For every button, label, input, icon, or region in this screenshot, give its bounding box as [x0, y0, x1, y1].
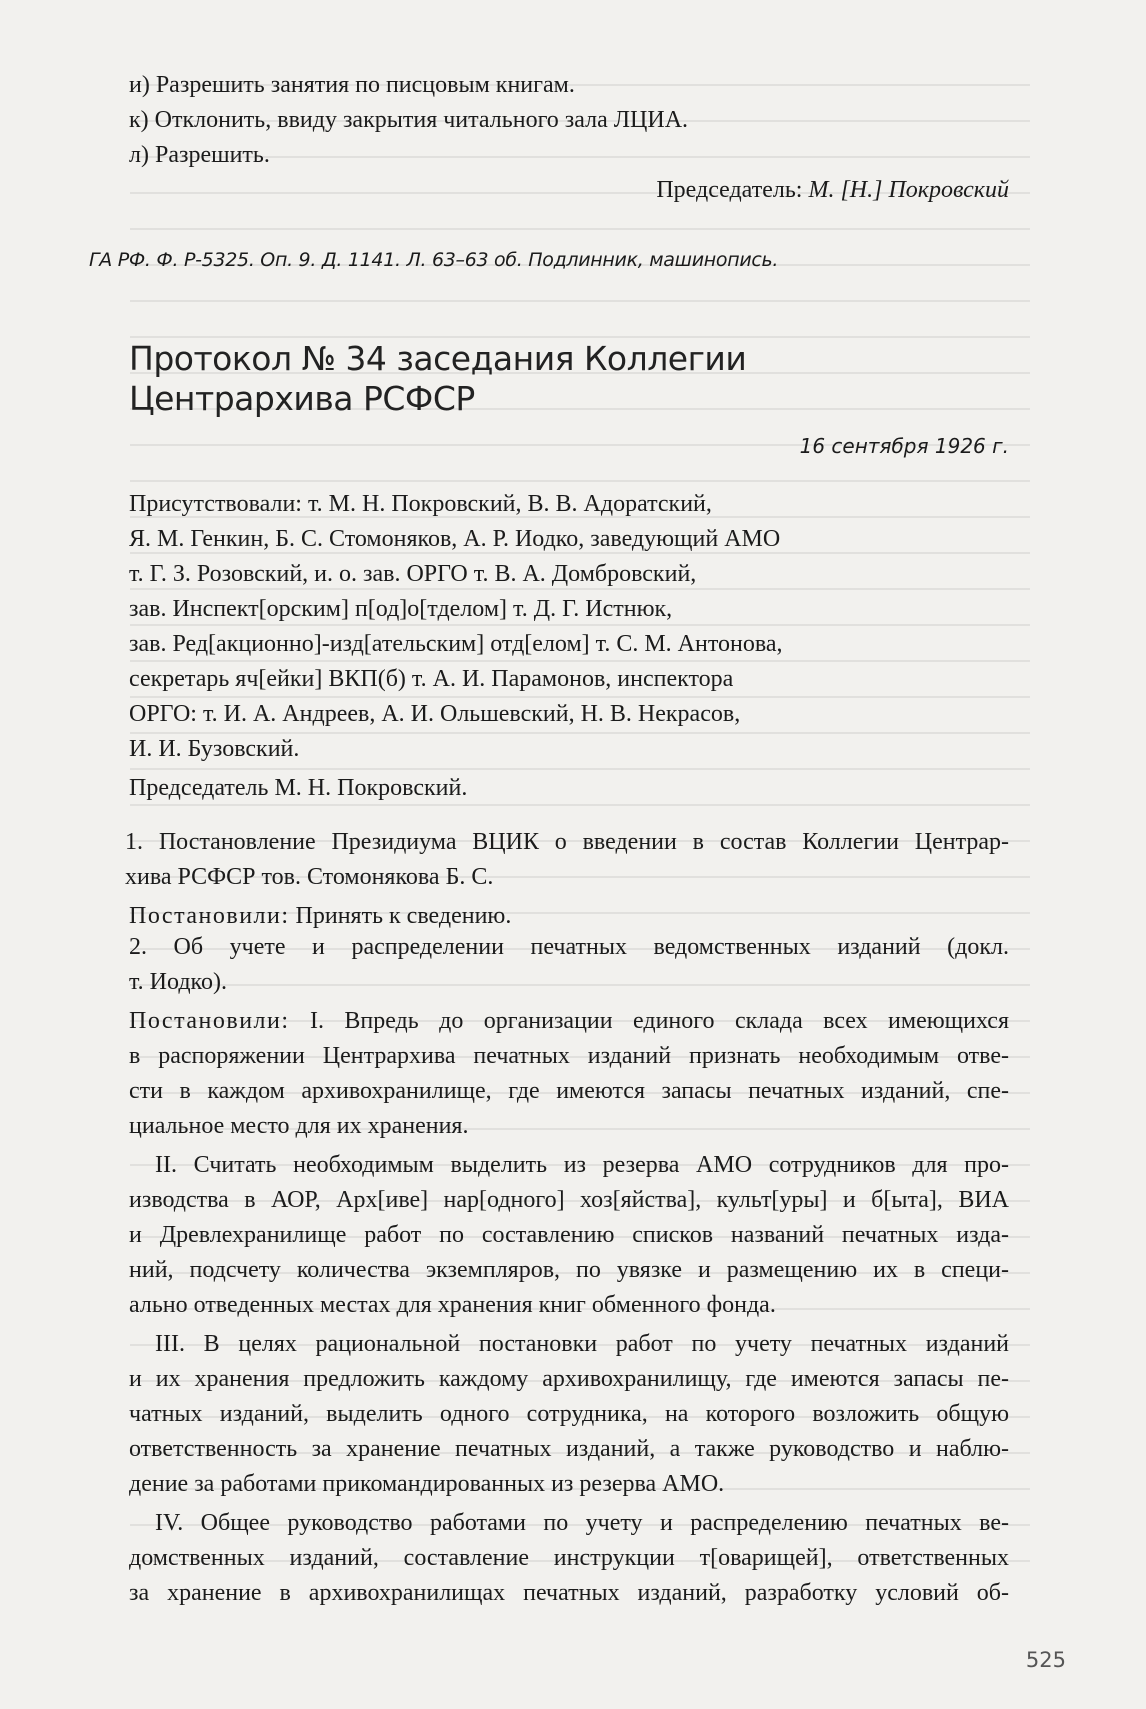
decided-text: I. Впредь до организации единого склада всех имеющихся	[289, 1008, 1009, 1034]
document-date: 16 сентября 1926 г.	[799, 434, 1009, 458]
page-number: 525	[1025, 1648, 1066, 1672]
item-2-line: т. Иодко).	[129, 969, 227, 995]
attendees-line: Я. М. Генкин, Б. С. Стомоняков, А. Р. Иодко, заведующий АМО	[129, 526, 781, 552]
item-1-line: 1. Постановление Президиума ВЦИК о введении в состав Коллегии Центрар-	[125, 829, 1009, 855]
item-1-decision	[125, 899, 1009, 934]
decided-label: Постановили:	[129, 1008, 290, 1034]
decided-text: Принять к сведению.	[289, 903, 512, 929]
item-1-line: хива РСФСР тов. Стомонякова Б. С.	[125, 864, 494, 890]
paragraph-line: и их хранения предложить каждому архивохранилищу, где имеются запасы пе-	[129, 1366, 1009, 1392]
text-column	[89, 0, 1009, 1709]
paragraph-line: и Древлехранилище работ по составлению списков названий печатных изда-	[129, 1222, 1009, 1248]
top-items	[129, 68, 1009, 173]
attendees	[129, 487, 1009, 806]
item-2-line: 2. Об учете и распределении печатных ведомственных изданий (докл.	[129, 934, 1009, 960]
top-item-k: к) Отклонить, ввиду закрытия читального зала ЛЦИА.	[129, 107, 689, 133]
attendees-line: ОРГО: т. И. А. Андреев, А. И. Ольшевский, Н. В. Некрасов,	[129, 701, 741, 727]
document-heading	[129, 339, 1009, 419]
paragraph-line: ально отведенных местах для хранения книг обменного фонда.	[129, 1292, 776, 1318]
item-2	[129, 930, 1009, 1611]
attendees-line: Присутствовали: т. М. Н. Покровский, В. В. Адоратский,	[129, 491, 712, 517]
attendees-line: зав. Инспект[орским] п[од]о[тделом] т. Д. Г. Истнюк,	[129, 596, 673, 622]
paragraph-line: за хранение в архивохранилищах печатных изданий, разработку условий об-	[129, 1580, 1009, 1606]
paragraph-line: в распоряжении Центрархива печатных изданий признать необходимым отве-	[129, 1043, 1009, 1069]
attendees-line: секретарь яч[ейки] ВКП(б) т. А. И. Парамонов, инспектора	[129, 666, 734, 692]
chairman-line: Председатель М. Н. Покровский.	[129, 775, 468, 801]
attendees-line: т. Г. З. Розовский, и. о. зав. ОРГО т. В. А. Домбровский,	[129, 561, 697, 587]
paragraph-line: изводства в АОР, Арх[иве] нар[одного] хоз[яйства], культ[уры] и б[ыта], ВИА	[129, 1187, 1009, 1213]
decided-label: Постановили:	[129, 903, 290, 929]
top-item-i: и) Разрешить занятия по писцовым книгам.	[129, 72, 575, 98]
attendees-line: И. И. Бузовский.	[129, 736, 300, 762]
paragraph-line: сти в каждом архивохранилище, где имеются запасы печатных изданий, спе-	[129, 1078, 1009, 1104]
paragraph-line: IV. Общее руководство работами по учету и распределению печатных ве-	[155, 1510, 1009, 1536]
attendees-line: зав. Ред[акционно]-изд[ательским] отд[елом] т. С. М. Антонова,	[129, 631, 783, 657]
paragraph-line: домственных изданий, составление инструкции т[оварищей], ответственных	[129, 1545, 1009, 1571]
paragraph-line: II. Считать необходимым выделить из резерва АМО сотрудников для про-	[155, 1152, 1009, 1178]
heading-line-1: Протокол № 34 заседания Коллегии	[129, 339, 747, 378]
top-item-l: л) Разрешить.	[129, 142, 270, 168]
item-2-decision-first-line	[129, 1004, 1009, 1039]
paragraph-line: III. В целях рациональной постановки работ по учету печатных изданий	[155, 1331, 1009, 1357]
heading-line-2: Центрархива РСФСР	[129, 379, 475, 418]
signature-label: Председатель:	[656, 177, 803, 203]
item-1	[125, 825, 1009, 934]
paragraph-line: чатных изданий, выделить одного сотрудника, на которого возложить общую	[129, 1401, 1009, 1427]
chairman-signature	[129, 173, 1009, 208]
paragraph-line: дение за работами прикомандированных из резерва АМО.	[129, 1471, 725, 1497]
paragraph-line: ний, подсчету количества экземпляров, по увязке и размещению их в специ-	[129, 1257, 1009, 1283]
paragraph-line: циальное место для их хранения.	[129, 1113, 469, 1139]
archive-source-note: ГА РФ. Ф. Р-5325. Оп. 9. Д. 1141. Л. 63–63 об. Подлинник, машинопись.	[89, 249, 779, 271]
signature-name: М. [Н.] Покровский	[808, 177, 1009, 203]
paragraph-line: ответственность за хранение печатных изданий, а также руководство и наблю-	[129, 1436, 1009, 1462]
